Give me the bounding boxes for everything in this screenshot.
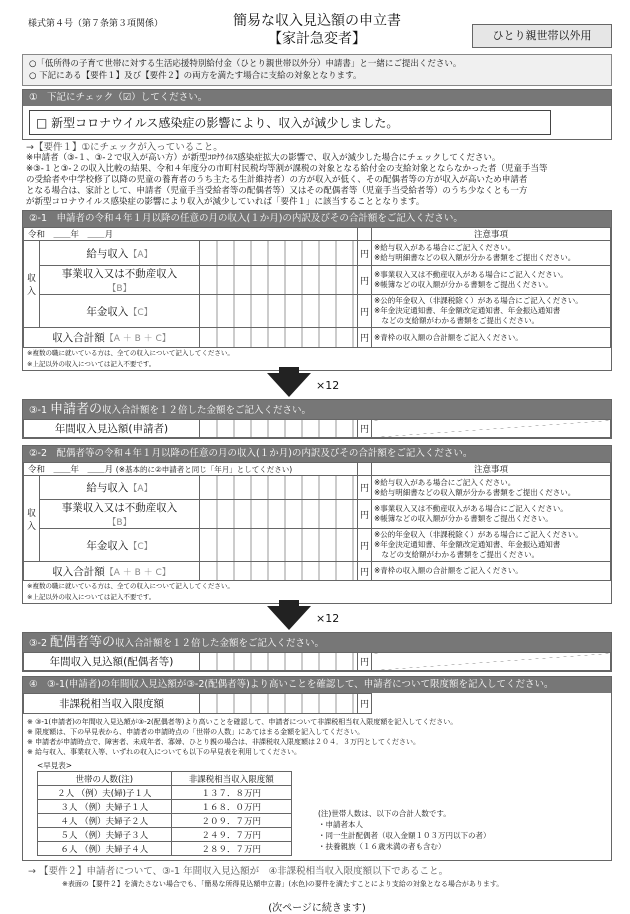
quick-table-header: 世帯の人数(注)	[38, 772, 172, 786]
section-1-header: ① 下記にチェック（☑）してください。	[23, 90, 611, 106]
footnote: ※複数の職に就いている方は、全ての収入について記入してください。	[27, 349, 234, 357]
section-3-1	[22, 399, 612, 439]
limit-note: ※ 限度額は、下の早見表から、申請者の申請時点の「世帯の人数」にあてはまる金額を記入してください。	[27, 728, 365, 736]
pension-income-label: 年金収入【C】	[40, 295, 200, 328]
household-type-badge: ひとり親世帯以外用	[472, 24, 612, 48]
salary-income-note: ※給与収入がある場合にご記入ください。 ※給与明細書などの収入額が分かる書類をご提出ください。	[372, 476, 611, 500]
down-arrow-icon	[267, 373, 311, 397]
requirement-1-heading: →【要件１】①にチェックが入っていること。	[26, 142, 223, 153]
section-2-1	[22, 210, 612, 371]
table-cell: ６人 （例）夫婦子４人	[38, 842, 172, 856]
income-side-label: 収入	[24, 241, 40, 328]
business-income-label: 事業収入又は不動産収入 【B】	[40, 266, 200, 295]
salary-income-label: 給与収入【A】	[40, 241, 200, 266]
form-number: 様式第４号（第７条第３項関係）	[28, 19, 164, 29]
disabled-cell	[372, 420, 611, 438]
quick-table-title: <早見表>	[37, 761, 73, 770]
yen-unit: 円	[358, 328, 372, 348]
total-income-input[interactable]	[200, 562, 358, 581]
limit-note: ※ 給与収入、事業収入等、いずれの収入についても以下の早見表を利用してください。	[27, 748, 301, 756]
quick-table-area	[23, 760, 611, 860]
requirement-2: → 【要件２】申請者について、③-1 年間収入見込額が ④非課税相当収入限度額以下であること。	[28, 866, 449, 877]
notes-header: 注意事項	[372, 228, 611, 241]
instructions-box	[22, 54, 612, 86]
multiply-arrow	[22, 604, 612, 632]
spouse-annual-table	[23, 652, 611, 671]
limit-input[interactable]	[200, 694, 358, 714]
section-4	[22, 676, 612, 861]
salary-income-label: 給与収入【A】	[40, 476, 200, 500]
salary-income-note: ※給与収入がある場合にご記入ください。 ※給与明細書などの収入額が分かる書類をご提出ください。	[372, 241, 611, 266]
pension-income-note: ※公的年金収入（非課税除く）がある場合にご記入ください。 ※年金決定通知書、年金額改定通知書、年金振込通知書 などの支給額がわかる書類をご提出ください。	[372, 295, 611, 328]
pension-income-label: 年金収入【C】	[40, 529, 200, 562]
spouse-annual-label: 年間収入見込額(配偶者等)	[24, 653, 200, 671]
requirement-1-line: が新型コロナウイルス感染症の影響により収入が減少していれば「要件１」に該当することとなります。	[26, 197, 425, 207]
table-cell: ２０９．７万円	[171, 814, 291, 828]
table-cell: ３人 （例）夫婦子１人	[38, 800, 172, 814]
month-label: 月	[104, 230, 114, 240]
business-income-label: 事業収入又は不動産収入 【B】	[40, 500, 200, 529]
period-cell: 令和 ＿＿年 ＿＿月 (※基本的に②申請者と同じ「年月」としてください)	[24, 463, 358, 476]
income-side-label: 収入	[24, 476, 40, 562]
page-subtitle: 【家計急変者】	[268, 31, 366, 47]
requirement-2-note: ※表面の【要件２】を満たさない場合でも、「簡易な所得見込額申立書」(水色)の要件を満たすことにより支給の対象となる場合があります。	[62, 880, 504, 888]
total-income-label: 収入合計額【A ＋ B ＋ C】	[24, 562, 200, 581]
household-note: (注)世帯人数は、以下の合計人数です。 ・申請者本人 ・同一生計配偶者（収入金額１０３万円以下の者） ・扶養親族（１６歳未満の者も含む）	[318, 809, 491, 851]
multiply-arrow	[22, 371, 612, 399]
applicant-annual-label: 年間収入見込額(申請者)	[24, 420, 200, 438]
section-3-2-header: ③-2 配偶者等の収入合計額を１２倍した金額をご記入ください。	[23, 633, 611, 652]
quick-table-header: 非課税相当収入限度額	[171, 772, 291, 786]
quick-table	[37, 771, 292, 856]
requirement-1	[22, 140, 612, 210]
multiply-12-label: ×12	[316, 379, 340, 392]
total-income-input[interactable]	[200, 328, 358, 348]
covid-impact-checkbox[interactable]: □ 新型コロナウイルス感染症の影響により、収入が減少しました。	[29, 110, 551, 135]
yen-unit: 円	[358, 241, 372, 266]
applicant-income-table	[23, 227, 611, 348]
business-income-input[interactable]	[200, 500, 358, 529]
limit-label: 非課税相当収入限度額	[24, 694, 200, 714]
salary-income-input[interactable]	[200, 476, 358, 500]
instruction-1: ○「低所得の子育て世帯に対する生活応援特別給付金（ひとり親世帯以外分）申請書」と一緒にご提出ください。	[29, 59, 462, 69]
requirement-1-line: ※申請者（③-１、③-２で収入が高い方）が新型ｺﾛﾅｳｲﾙｽ感染症拡大の影響で、収入が減少した場合にチェックしてください。	[26, 153, 501, 163]
yen-unit: 円	[358, 562, 372, 581]
notes-header: 注意事項	[372, 463, 611, 476]
limit-notes	[23, 714, 611, 760]
section-1	[22, 89, 612, 140]
business-income-note: ※事業収入又は不動産収入がある場合にご記入ください。 ※帳簿などの収入額が分かる書類をご提出ください。	[372, 266, 611, 295]
requirement-1-line: ※③-１と③-２の収入比較の結果、令和４年度分の市町村民税均等割が課税の対象となる給付金の支給対象とならなかった者（児童手当等	[26, 164, 548, 174]
yen-unit: 円	[358, 694, 372, 714]
spouse-income-table	[23, 462, 611, 581]
header	[22, 8, 612, 54]
section-4-header: ④ ③-1(申請者)の年間収入見込額が③-2(配偶者等)より高いことを確認して、申請者について限度額を記入してください。	[23, 677, 611, 693]
requirement-1-line: の受給者や中学校修了以降の児童の養育者のうち主たる生計維持者）の方が収入が低く、その配偶者等の方が収入が高いため申請者	[26, 175, 528, 185]
business-income-input[interactable]	[200, 266, 358, 295]
yen-unit: 円	[358, 653, 372, 671]
section-3-2	[22, 632, 612, 672]
yen-unit: 円	[358, 295, 372, 328]
limit-note: ※ 申請者が申請時点で、障害者、未成年者、寡婦、ひとり親の場合は、非課税収入限度額は２０４．３万円としてください。	[27, 738, 420, 746]
yen-unit: 円	[358, 529, 372, 562]
section-2-2-header: ②-2 配偶者等の令和４年１月以降の任意の月の収入(１か月)の内訳及びその合計額をご記入ください。	[23, 446, 611, 462]
table-cell: １６８．０万円	[171, 800, 291, 814]
pension-income-note: ※公的年金収入（非課税除く）がある場合にご記入ください。 ※年金決定通知書、年金額改定通知書、年金振込通知書 などの支給額がわかる書類をご提出ください。	[372, 529, 611, 562]
section-3-1-header: ③-1 申請者の収入合計額を１２倍した金額をご記入ください。	[23, 400, 611, 419]
multiply-12-label: ×12	[316, 612, 340, 625]
table-cell: ４人 （例）夫婦子２人	[38, 814, 172, 828]
yen-unit: 円	[358, 500, 372, 529]
spouse-annual-input[interactable]	[200, 653, 358, 671]
period-cell: 令和 ＿＿年 ＿＿月	[24, 228, 200, 241]
table-cell: ５人 （例）夫婦子３人	[38, 828, 172, 842]
yen-unit: 円	[358, 420, 372, 438]
limit-note: ※ ③-1(申請者)の年間収入見込額が③-2(配偶者等)より高いことを確認して、申請者について非課税相当収入限度額を記入してください。	[27, 718, 458, 726]
pension-income-input[interactable]	[200, 529, 358, 562]
limit-table	[23, 693, 611, 714]
year-label: 年	[70, 230, 80, 240]
business-income-note: ※事業収入又は不動産収入がある場合にご記入ください。 ※帳簿などの収入額が分かる書類をご提出ください。	[372, 500, 611, 529]
yen-unit: 円	[358, 266, 372, 295]
footnote: ※複数の職に就いている方は、全ての収入について記入してください。	[27, 582, 234, 590]
requirement-1-line: となる場合は、家計として、申請者（児童手当受給者等の配偶者等）又はその配偶者等（児童手当受給者等）のうち少なくとも一方	[26, 186, 528, 196]
total-income-note: ※青枠の収入額の合計額をご記入ください。	[372, 328, 611, 348]
footnote: ※上記以外の収入については記入不要です。	[27, 360, 156, 368]
total-income-note: ※青枠の収入額の合計額をご記入ください。	[372, 562, 611, 581]
section-2-1-header: ②-1 申請者の令和４年１月以降の任意の月の収入(１か月)の内訳及びその合計額をご記入ください。	[23, 211, 611, 227]
applicant-annual-table	[23, 419, 611, 438]
table-cell: ２人 （例）夫(婦)子１人	[38, 786, 172, 800]
form-page	[22, 8, 612, 914]
applicant-annual-input[interactable]	[200, 420, 358, 438]
instruction-2: ○ 下記にある【要件１】及び【要件２】の両方を満たす場合に支給の対象となります。	[29, 71, 362, 81]
down-arrow-icon	[267, 606, 311, 630]
page-title: 簡易な収入見込額の申立書	[233, 13, 401, 29]
pension-income-input[interactable]	[200, 295, 358, 328]
total-income-label: 収入合計額【A ＋ B ＋ C】	[24, 328, 200, 348]
footnote: ※上記以外の収入については記入不要です。	[27, 593, 156, 601]
disabled-cell	[372, 653, 611, 671]
yen-unit: 円	[358, 476, 372, 500]
table-cell: １３７．８万円	[171, 786, 291, 800]
quick-table-wrap	[37, 760, 292, 856]
table-cell: ２４９．７万円	[171, 828, 291, 842]
section-2-2	[22, 445, 612, 604]
table-cell: ２８９．７万円	[171, 842, 291, 856]
salary-income-input[interactable]	[200, 241, 358, 266]
era-label: 令和	[28, 230, 46, 240]
continued-label: (次ページに続きます)	[268, 903, 366, 914]
